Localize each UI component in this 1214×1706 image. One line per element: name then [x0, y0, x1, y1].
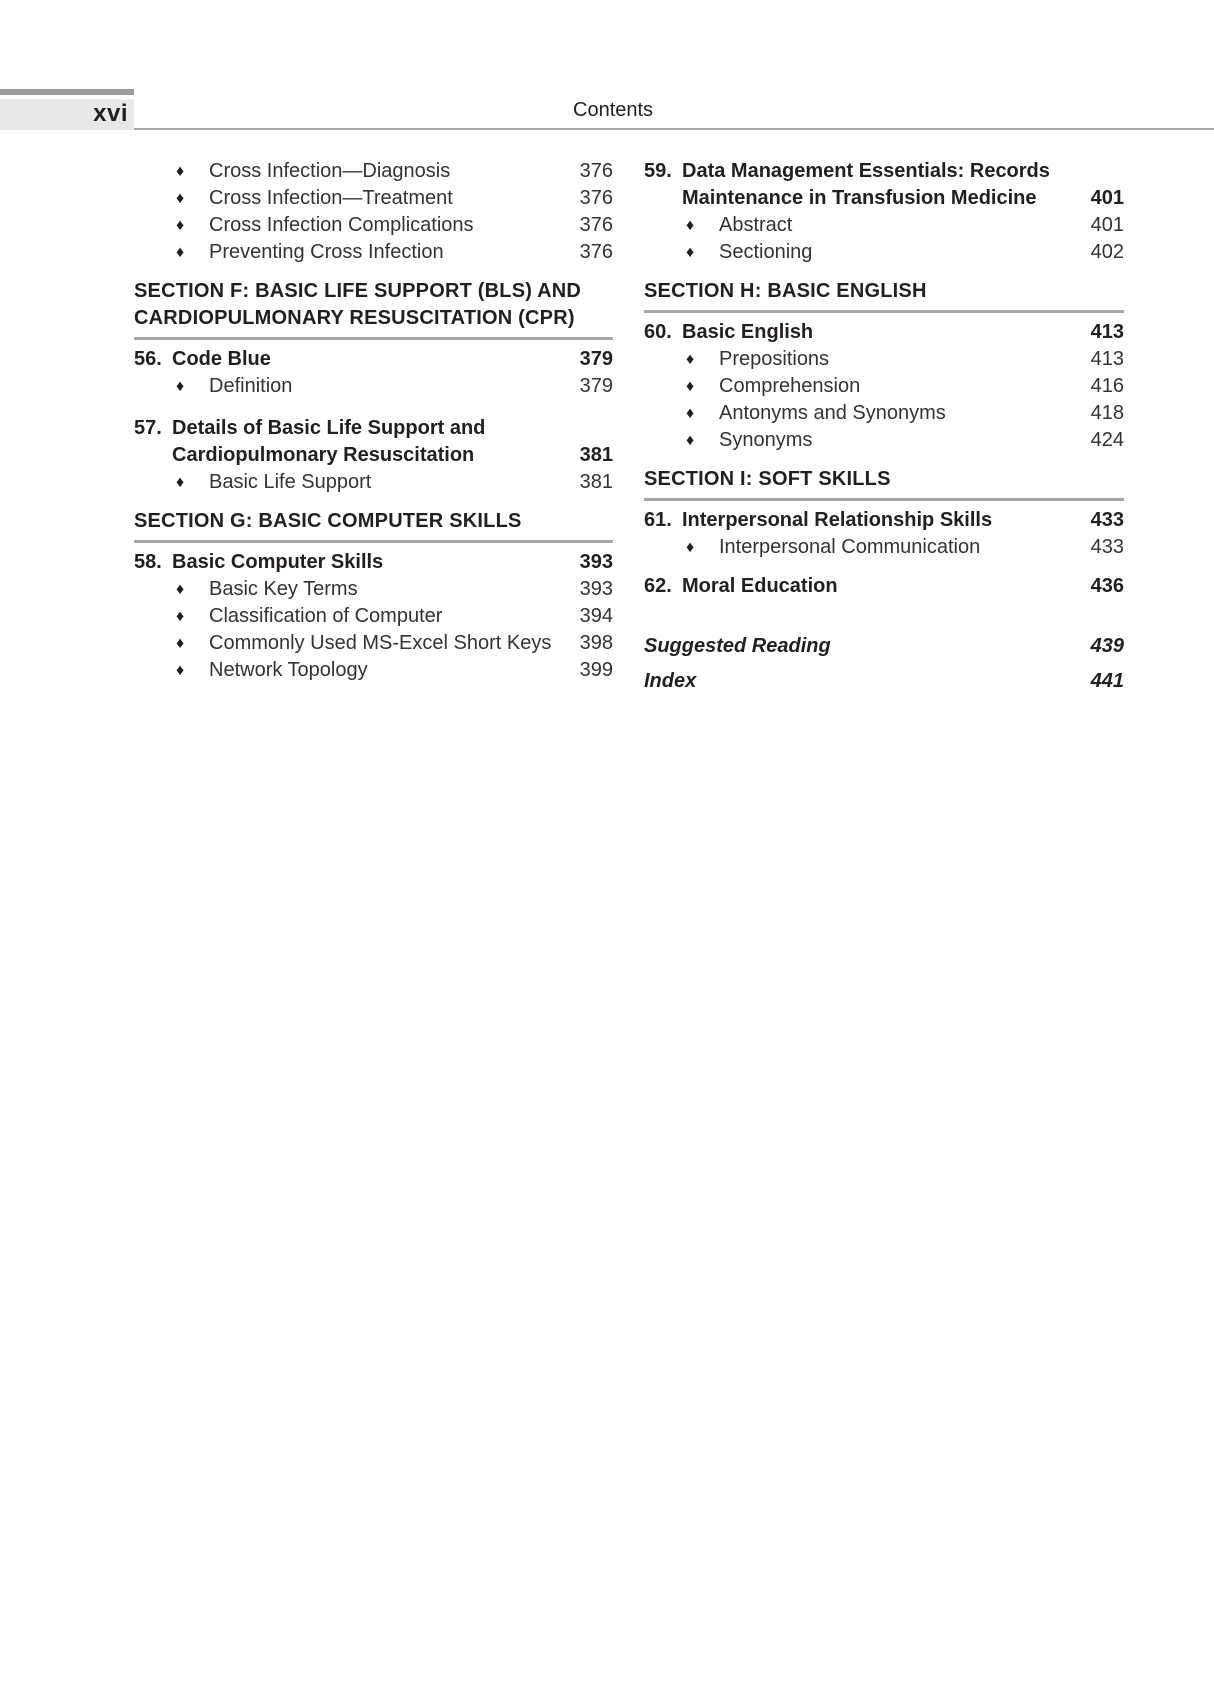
toc-subitem[interactable]: ♦ Network Topology 399 [134, 657, 613, 684]
page-ref: 393 [579, 551, 613, 573]
diamond-bullet-icon: ♦ [686, 244, 695, 261]
toc-subitem[interactable]: ♦ Prepositions 413 [644, 346, 1124, 373]
toc-chapter-60[interactable]: 60. Basic English 413 [644, 319, 1124, 346]
toc-chapter-58[interactable]: 58. Basic Computer Skills 393 [134, 549, 613, 576]
diamond-bullet-icon: ♦ [176, 217, 185, 234]
diamond-bullet-icon: ♦ [176, 244, 185, 261]
page-ref: 399 [579, 659, 613, 681]
section-i-heading: SECTION I: SOFT SKILLS [644, 468, 891, 490]
section-rule [644, 310, 1124, 313]
diamond-bullet-icon: ♦ [176, 581, 185, 598]
page-ref: 418 [1090, 402, 1124, 424]
diamond-bullet-icon: ♦ [176, 662, 185, 679]
toc-index[interactable]: Index 441 [644, 664, 1124, 699]
diamond-bullet-icon: ♦ [176, 378, 185, 395]
page-ref: 376 [579, 214, 613, 236]
toc-subitem[interactable]: ♦ Preventing Cross Infection 376 [134, 239, 613, 266]
toc-chapter-59[interactable]: 59. Data Management Essentials: Records [644, 160, 1050, 182]
page-ref: 376 [579, 160, 613, 182]
page-ref: 401 [1090, 214, 1124, 236]
toc-subitem[interactable]: ♦ Definition 379 [134, 373, 613, 400]
toc-chapter-56[interactable]: 56. Code Blue 379 [134, 346, 613, 373]
page-ref: 379 [579, 375, 613, 397]
toc-subitem[interactable]: ♦ Antonyms and Synonyms 418 [644, 400, 1124, 427]
toc-subitem[interactable]: ♦ Sectioning 402 [644, 239, 1124, 266]
page-ref: 381 [579, 444, 613, 466]
page-ref: 436 [1090, 575, 1124, 597]
page-ref: 393 [579, 578, 613, 600]
toc-subitem[interactable]: ♦ Basic Key Terms 393 [134, 576, 613, 603]
page-ref: 398 [579, 632, 613, 654]
header-rule [134, 128, 1214, 130]
toc-subitem[interactable]: ♦ Classification of Computer 394 [134, 603, 613, 630]
toc-chapter-59-cont[interactable]: Maintenance in Transfusion Medicine 401 [644, 185, 1124, 212]
toc-subitem[interactable]: ♦ Interpersonal Communication 433 [644, 534, 1124, 561]
page-ref: 433 [1090, 509, 1124, 531]
toc-chapter-62[interactable]: 62. Moral Education 436 [644, 573, 1124, 600]
diamond-bullet-icon: ♦ [686, 378, 695, 395]
page-ref: 402 [1090, 241, 1124, 263]
page-ref: 413 [1090, 321, 1124, 343]
diamond-bullet-icon: ♦ [686, 539, 695, 556]
section-rule [134, 540, 613, 543]
running-head: Contents [573, 99, 654, 121]
section-rule [134, 337, 613, 340]
page-ref: 376 [579, 241, 613, 263]
toc-chapter-57[interactable]: 57. Details of Basic Life Support and [134, 417, 486, 439]
diamond-bullet-icon: ♦ [176, 190, 185, 207]
page-ref: 416 [1090, 375, 1124, 397]
section-rule [644, 498, 1124, 501]
diamond-bullet-icon: ♦ [686, 217, 695, 234]
toc-subitem[interactable]: ♦ Abstract 401 [644, 212, 1124, 239]
section-f-heading: SECTION F: BASIC LIFE SUPPORT (BLS) AND CARDIOPULMONARY RESUSCITATION (CPR) [134, 280, 582, 329]
toc-subitem[interactable]: ♦ Basic Life Support 381 [134, 469, 613, 496]
page-ref: 381 [579, 471, 613, 493]
page-ref: 433 [1090, 536, 1124, 558]
toc-subitem[interactable]: ♦ Cross Infection—Treatment 376 [134, 185, 613, 212]
page-ref: 376 [579, 187, 613, 209]
toc-chapter-57-cont[interactable]: Cardiopulmonary Resuscitation 381 [134, 442, 613, 469]
page-ref: 441 [1090, 670, 1124, 692]
toc-subitem[interactable]: ♦ Cross Infection—Diagnosis 376 [134, 158, 613, 185]
toc-subitem[interactable]: ♦ Synonyms 424 [644, 427, 1124, 454]
toc-right-column [644, 158, 1124, 699]
page-ref: 424 [1090, 429, 1124, 451]
diamond-bullet-icon: ♦ [686, 351, 695, 368]
diamond-bullet-icon: ♦ [176, 163, 185, 180]
page-ref: 413 [1090, 348, 1124, 370]
page-ref: 439 [1090, 635, 1124, 657]
toc-chapter-61[interactable]: 61. Interpersonal Relationship Skills 433 [644, 507, 1124, 534]
diamond-bullet-icon: ♦ [686, 432, 695, 449]
toc-subitem[interactable]: ♦ Comprehension 416 [644, 373, 1124, 400]
toc-subitem[interactable]: ♦ Cross Infection Complications 376 [134, 212, 613, 239]
toc-subitem[interactable]: ♦ Commonly Used MS-Excel Short Keys 398 [134, 630, 613, 657]
diamond-bullet-icon: ♦ [686, 405, 695, 422]
section-h-heading: SECTION H: BASIC ENGLISH [644, 280, 927, 302]
diamond-bullet-icon: ♦ [176, 474, 185, 491]
toc-left-column [134, 158, 613, 684]
page-ref: 401 [1090, 187, 1124, 209]
page-number-folio: xvi [93, 100, 128, 127]
section-g-heading: SECTION G: BASIC COMPUTER SKILLS [134, 510, 522, 532]
diamond-bullet-icon: ♦ [176, 608, 185, 625]
toc-suggested-reading[interactable]: Suggested Reading 439 [644, 629, 1124, 664]
page-ref: 379 [579, 348, 613, 370]
page-ref: 394 [579, 605, 613, 627]
folio-tab-bar [0, 89, 134, 95]
diamond-bullet-icon: ♦ [176, 635, 185, 652]
